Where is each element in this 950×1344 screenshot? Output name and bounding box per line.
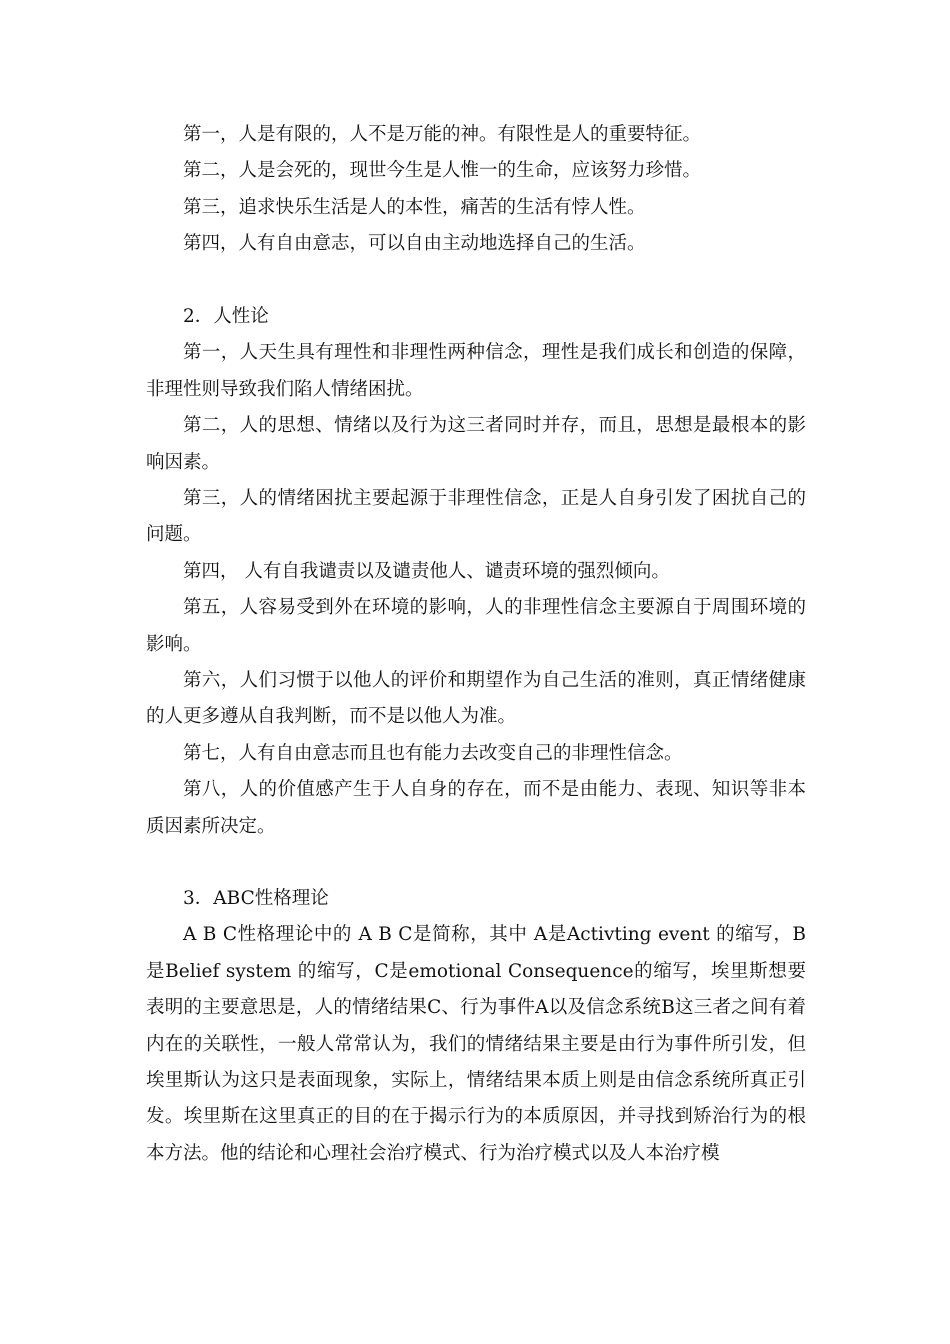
human-nature-point-2: 第二，人的思想、情绪以及行为这三者同时并存，而且，思想是最根本的影响因素。 [146, 415, 806, 473]
human-nature-point-6: 第六，人们习惯于以他人的评价和期望作为自己生活的准则，真正情绪健康的人更多遵从自我判断，而不是以他人为准。 [146, 670, 806, 728]
intro-point-3: 第三，追求快乐生活是人的本性，痛苦的生活有悖人性。 [183, 196, 646, 218]
intro-points [146, 117, 806, 263]
section-abc-theory [146, 881, 806, 1172]
human-nature-point-8: 第八，人的价值感产生于人自身的存在，而不是由能力、表现、知识等非本质因素所决定。 [146, 779, 806, 837]
human-nature-point-1: 第一，人天生具有理性和非理性两种信念，理性是我们成长和创造的保障，非理性则导致我们陷人情绪困扰。 [146, 342, 806, 400]
human-nature-point-4: 第四， 人有自我谴责以及谴责他人、谴责环境的强烈倾向。 [183, 560, 670, 582]
human-nature-point-5: 第五，人容易受到外在环境的影响，人的非理性信念主要源自于周围环境的影响。 [146, 597, 806, 655]
intro-point-1: 第一，人是有限的，人不是万能的神。有限性是人的重要特征。 [183, 124, 702, 145]
human-nature-point-3: 第三，人的情绪困扰主要起源于非理性信念，正是人自身引发了困扰自己的问题。 [146, 488, 806, 546]
section-human-nature [146, 299, 806, 845]
human-nature-point-7: 第七，人有自由意志而且也有能力去改变自己的非理性信念。 [183, 742, 683, 764]
section-heading: 2．人性论 [183, 306, 269, 327]
section-heading: 3．ABC性格理论 [183, 888, 329, 909]
intro-point-4: 第四，人有自由意志，可以自由主动地选择自己的生活。 [183, 233, 646, 255]
intro-point-2: 第二，人是会死的，现世今生是人惟一的生命，应该努力珍惜。 [183, 160, 702, 182]
abc-theory-paragraph: A B C性格理论中的 A B C是简称，其中 A是Activting event 的缩写，B是Belief system 的缩写，C是emotional Consequence的缩写，埃里斯想要表明的主要意思是，人的情绪结果C、行为事件A以及信念系统B这三者之间有着内在的关联性，一般人常常认为，我们的情绪结果主要是由行为事件所引发，但埃里斯认为这只是表面现象，实际上，情绪结果本质上则是由信念系统所真正引发。埃里斯在这里真正的目的在于揭示行为的本质原因，并寻找到矫治行为的根本方法。他的结论和心理社会治疗模式、行为治疗模式以及人本治疗模 [146, 924, 806, 1164]
